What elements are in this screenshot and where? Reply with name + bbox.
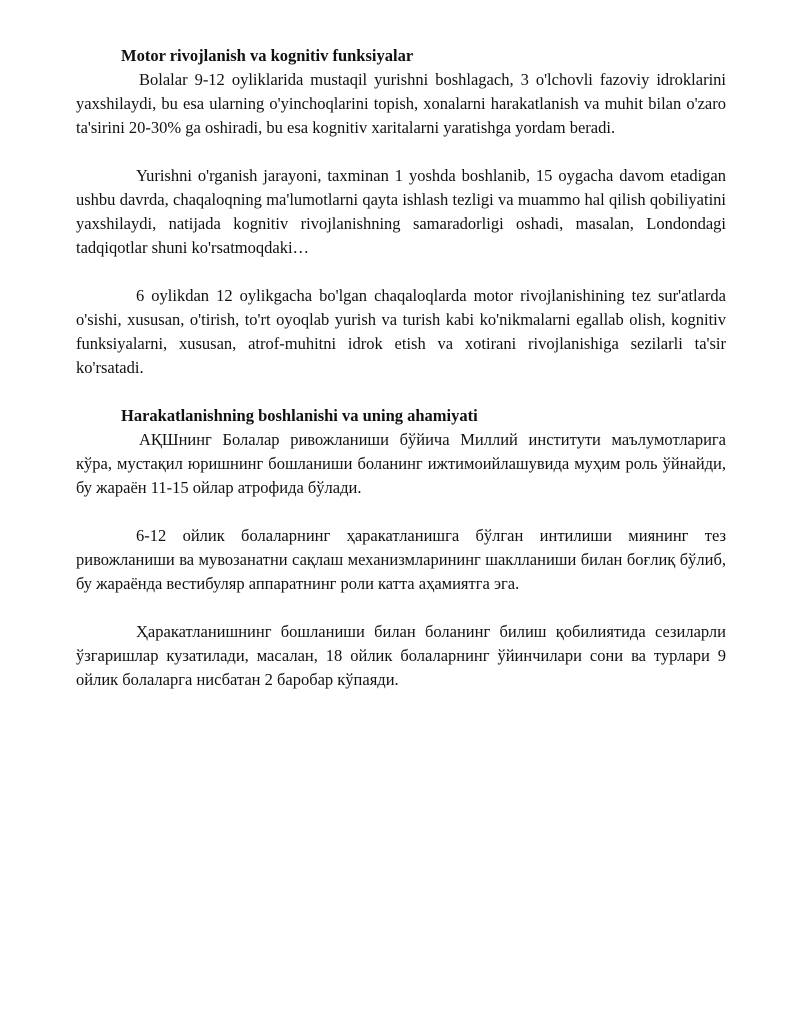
paragraph: 6-12 ойлик болаларнинг ҳаракатланишга бўлган интилиши миянинг тез ривожланиши ва мувозанатни сақлаш механизмларининг шаклланиши билан боғлиқ бўлиб, бу жараёнда вестибуляр аппаратнинг роли катта аҳамиятга эга. [76, 526, 726, 593]
paragraph-spacer [76, 596, 726, 620]
paragraph: Yurishni o'rganish jarayoni, taxminan 1 yoshda boshlanib, 15 oygacha davom etadigan ushbu davrda, chaqaloqning ma'lumotlarni qayta ishlash tezligi va muammo hal qilish qobiliyatini yaxshilaydi, natijada kognitiv rivojlanishning samaradorligi oshadi, masalan, Londondagi tadqiqotlar shuni ko'rsatmoqdaki… [76, 166, 726, 257]
paragraph: Ҳаракатланишнинг бошланиши билан боланинг билиш қобилиятида сезиларли ўзгаришлар кузатилади, масалан, 18 ойлик болаларнинг ўйинчилари сони ва турлари 9 ойлик болаларга нисбатан 2 баробар кўпаяди. [76, 622, 726, 689]
paragraph-spacer [76, 260, 726, 284]
section-heading-motor-development: Motor rivojlanish va kognitiv funksiyalar [121, 46, 414, 65]
document-page [76, 44, 726, 692]
paragraph-spacer [76, 140, 726, 164]
paragraph-spacer [76, 380, 726, 404]
section-heading-movement-onset: Harakatlanishning boshlanishi va uning ahamiyati [121, 406, 478, 425]
paragraph: Bolalar 9-12 oyliklarida mustaqil yurishni boshlagach, 3 o'lchovli fazoviy idroklarini yaxshilaydi, bu esa ularning o'yinchoqlarini topish, xonalarni harakatlanish va muhit bilan o'zaro ta'sirini 20-30% ga oshiradi, bu esa kognitiv xaritalarni yaratishga yordam beradi. [76, 70, 726, 137]
paragraph-spacer [76, 500, 726, 524]
paragraph: 6 oylikdan 12 oylikgacha bo'lgan chaqaloqlarda motor rivojlanishining tez sur'atlarda o'sishi, xususan, o'tirish, to'rt oyoqlab yurish va turish kabi ko'nikmalarni egallab olish, kognitiv funksiyalarni, xususan, atrof-muhitni idrok etish va xotirani rivojlanishiga sezilarli ta'sir ko'rsatadi. [76, 286, 726, 377]
paragraph: АҚШнинг Болалар ривожланиши бўйича Миллий институти маълумотларига кўра, мустақил юришнинг бошланиши боланинг ижтимоийлашувида муҳим роль ўйнайди, бу жараён 11-15 ойлар атрофида бўлади. [76, 430, 726, 497]
